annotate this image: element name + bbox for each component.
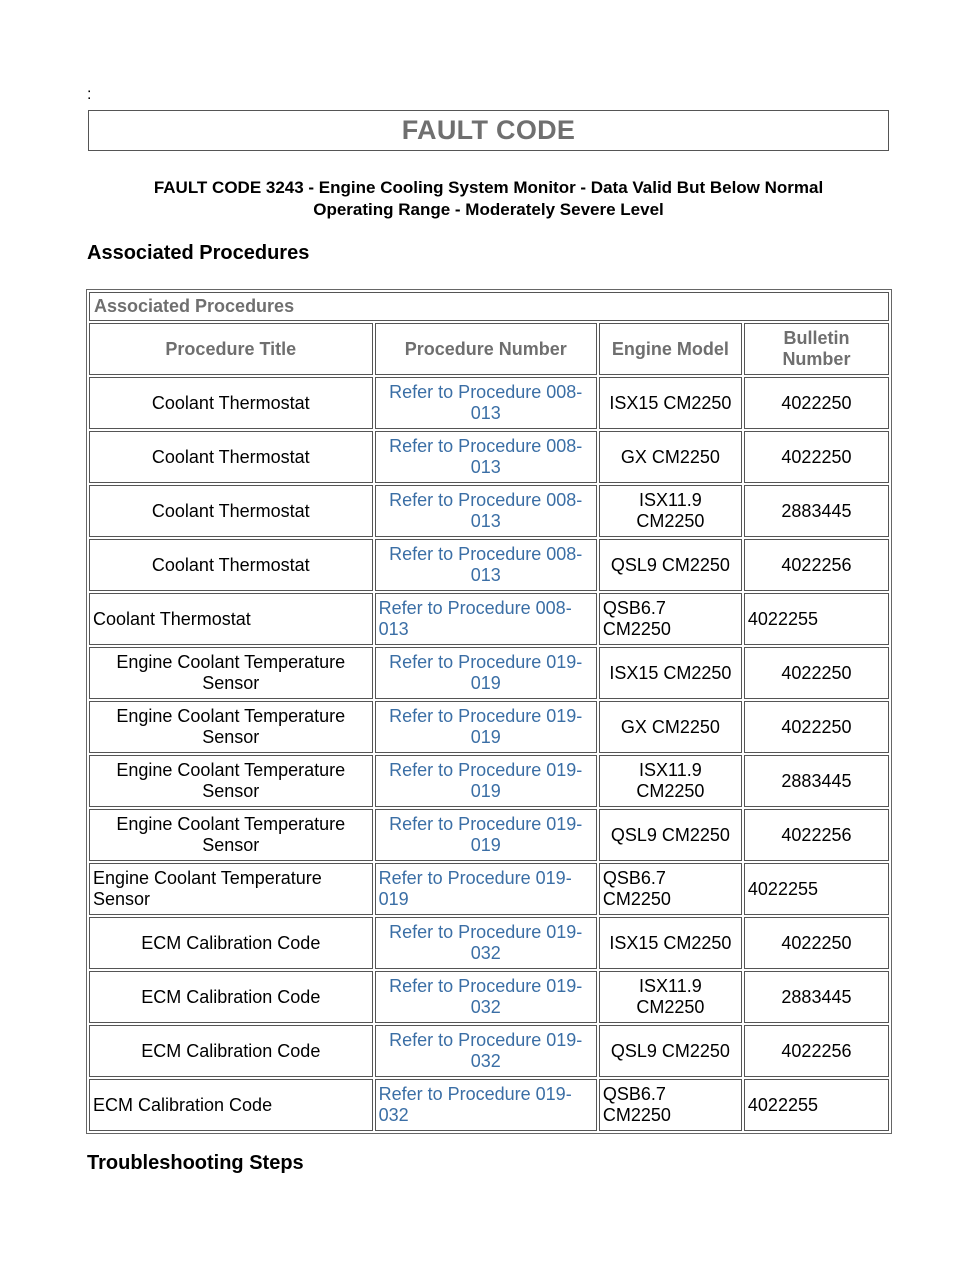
header-procedure-title: Procedure Title bbox=[89, 323, 373, 375]
engine-model-cell: QSB6.7 CM2250 bbox=[599, 863, 742, 915]
engine-model-cell: QSB6.7 CM2250 bbox=[599, 593, 742, 645]
procedure-link[interactable]: Refer to Procedure 019-032 bbox=[375, 971, 597, 1023]
header-procedure-number: Procedure Number bbox=[375, 323, 597, 375]
procedure-link[interactable]: Refer to Procedure 008-013 bbox=[375, 593, 597, 645]
table-row bbox=[89, 377, 889, 429]
bulletin-number-cell: 4022250 bbox=[744, 647, 889, 699]
procedure-title-cell: Coolant Thermostat bbox=[89, 485, 373, 537]
procedure-link[interactable]: Refer to Procedure 019-019 bbox=[375, 863, 597, 915]
bulletin-number-cell: 4022250 bbox=[744, 701, 889, 753]
engine-model-cell: ISX15 CM2250 bbox=[599, 647, 742, 699]
fault-code-banner bbox=[88, 110, 889, 151]
table-caption: Associated Procedures bbox=[89, 292, 889, 321]
engine-model-cell: ISX11.9 CM2250 bbox=[599, 755, 742, 807]
bulletin-number-cell: 4022255 bbox=[744, 863, 889, 915]
table-row bbox=[89, 431, 889, 483]
bulletin-number-cell: 4022255 bbox=[744, 1079, 889, 1131]
procedure-title-cell: Engine Coolant Temperature Sensor bbox=[89, 647, 373, 699]
table-row bbox=[89, 809, 889, 861]
bulletin-number-cell: 4022256 bbox=[744, 809, 889, 861]
procedure-link[interactable]: Refer to Procedure 019-032 bbox=[375, 917, 597, 969]
associated-procedures-table bbox=[86, 289, 892, 1134]
table-row bbox=[89, 539, 889, 591]
table-body bbox=[89, 377, 889, 1131]
procedure-title-cell: ECM Calibration Code bbox=[89, 1079, 373, 1131]
table-row bbox=[89, 701, 889, 753]
bulletin-number-cell: 2883445 bbox=[744, 755, 889, 807]
table-row bbox=[89, 485, 889, 537]
bulletin-number-cell: 4022256 bbox=[744, 1025, 889, 1077]
procedure-title-cell: ECM Calibration Code bbox=[89, 1025, 373, 1077]
associated-procedures-heading: Associated Procedures bbox=[87, 242, 310, 264]
bulletin-number-cell: 4022255 bbox=[744, 593, 889, 645]
bulletin-number-cell: 2883445 bbox=[744, 971, 889, 1023]
engine-model-cell: QSL9 CM2250 bbox=[599, 1025, 742, 1077]
procedure-title-cell: Coolant Thermostat bbox=[89, 377, 373, 429]
table-row bbox=[89, 1079, 889, 1131]
fault-code-title bbox=[88, 177, 889, 221]
bulletin-number-cell: 4022250 bbox=[744, 431, 889, 483]
procedure-title-cell: ECM Calibration Code bbox=[89, 917, 373, 969]
procedure-title-cell: Engine Coolant Temperature Sensor bbox=[89, 863, 373, 915]
bulletin-number-cell: 2883445 bbox=[744, 485, 889, 537]
table-row bbox=[89, 755, 889, 807]
table-row bbox=[89, 917, 889, 969]
header-bulletin-number: Bulletin Number bbox=[744, 323, 889, 375]
fault-title-line-2: Operating Range - Moderately Severe Level bbox=[313, 200, 664, 219]
engine-model-cell: ISX15 CM2250 bbox=[599, 917, 742, 969]
table-row bbox=[89, 647, 889, 699]
table-row bbox=[89, 971, 889, 1023]
procedure-title-cell: Coolant Thermostat bbox=[89, 593, 373, 645]
procedure-title-cell: Engine Coolant Temperature Sensor bbox=[89, 755, 373, 807]
procedure-link[interactable]: Refer to Procedure 019-019 bbox=[375, 647, 597, 699]
procedure-title-cell: Coolant Thermostat bbox=[89, 539, 373, 591]
table-row bbox=[89, 593, 889, 645]
procedure-link[interactable]: Refer to Procedure 008-013 bbox=[375, 377, 597, 429]
procedure-title-cell: Coolant Thermostat bbox=[89, 431, 373, 483]
engine-model-cell: ISX11.9 CM2250 bbox=[599, 485, 742, 537]
troubleshooting-steps-heading: Troubleshooting Steps bbox=[87, 1152, 304, 1174]
engine-model-cell: QSB6.7 CM2250 bbox=[599, 1079, 742, 1131]
bulletin-number-cell: 4022256 bbox=[744, 539, 889, 591]
engine-model-cell: ISX15 CM2250 bbox=[599, 377, 742, 429]
engine-model-cell: ISX11.9 CM2250 bbox=[599, 971, 742, 1023]
procedure-link[interactable]: Refer to Procedure 019-019 bbox=[375, 755, 597, 807]
procedure-link[interactable]: Refer to Procedure 019-019 bbox=[375, 701, 597, 753]
procedure-link[interactable]: Refer to Procedure 008-013 bbox=[375, 431, 597, 483]
procedure-link[interactable]: Refer to Procedure 019-032 bbox=[375, 1025, 597, 1077]
banner-title: FAULT CODE bbox=[401, 115, 576, 145]
engine-model-cell: QSL9 CM2250 bbox=[599, 809, 742, 861]
procedure-link[interactable]: Refer to Procedure 019-019 bbox=[375, 809, 597, 861]
procedure-title-cell: Engine Coolant Temperature Sensor bbox=[89, 701, 373, 753]
header-engine-model: Engine Model bbox=[599, 323, 742, 375]
table-row bbox=[89, 1025, 889, 1077]
procedure-link[interactable]: Refer to Procedure 008-013 bbox=[375, 485, 597, 537]
procedure-title-cell: Engine Coolant Temperature Sensor bbox=[89, 809, 373, 861]
bulletin-number-cell: 4022250 bbox=[744, 917, 889, 969]
engine-model-cell: GX CM2250 bbox=[599, 701, 742, 753]
procedure-link[interactable]: Refer to Procedure 008-013 bbox=[375, 539, 597, 591]
engine-model-cell: GX CM2250 bbox=[599, 431, 742, 483]
bulletin-number-cell: 4022250 bbox=[744, 377, 889, 429]
procedure-link[interactable]: Refer to Procedure 019-032 bbox=[375, 1079, 597, 1131]
procedure-title-cell: ECM Calibration Code bbox=[89, 971, 373, 1023]
table-row bbox=[89, 863, 889, 915]
prefix-colon: : bbox=[87, 86, 92, 103]
engine-model-cell: QSL9 CM2250 bbox=[599, 539, 742, 591]
fault-title-line-1: FAULT CODE 3243 - Engine Cooling System Monitor - Data Valid But Below Normal bbox=[153, 178, 824, 197]
